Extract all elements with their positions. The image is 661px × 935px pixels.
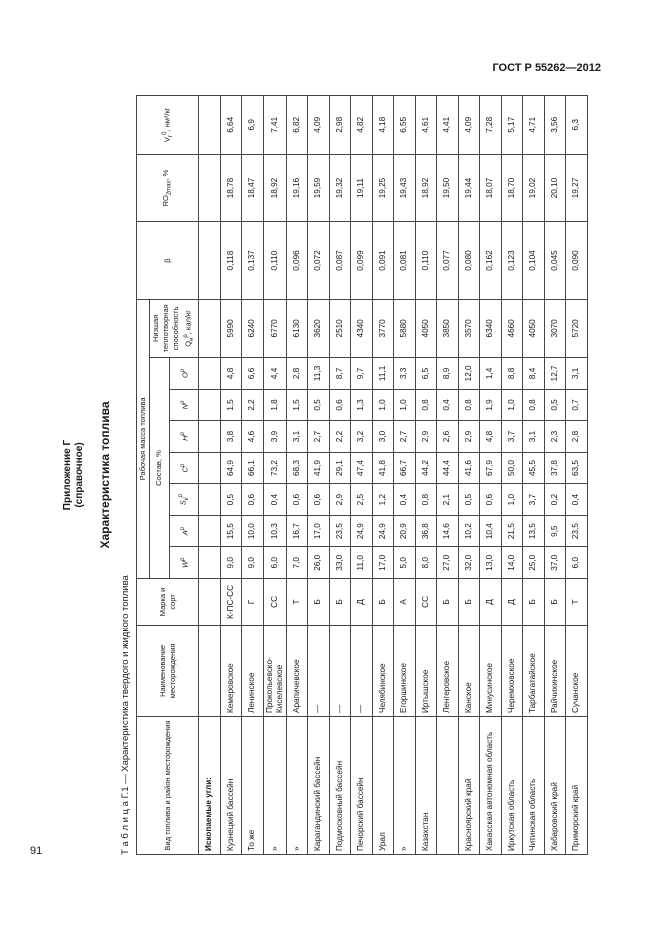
header-a: $A^р$ (169, 515, 198, 547)
cell-q: 6240 (242, 299, 264, 357)
table-row (329, 96, 351, 855)
cell-s: 0,5 (220, 484, 242, 516)
fuel-table (136, 95, 588, 855)
cell-region: Подмосковный бассейн (329, 717, 351, 855)
cell-a: 10,4 (480, 515, 502, 547)
cell-c: 68,3 (286, 452, 308, 484)
cell-ro2: 19,27 (566, 154, 588, 222)
cell-ro2: 18,07 (480, 154, 502, 222)
cell-deposit: Прокопьевско-Киселевское (263, 625, 286, 716)
table-row (394, 96, 416, 855)
header-ro2: $RO_{2max}$, % (137, 154, 199, 222)
cell-q: 6770 (263, 299, 286, 357)
cell-q: 4340 (351, 299, 373, 357)
cell-ro2: 20,10 (544, 154, 566, 222)
cell-region: » (394, 717, 416, 855)
cell-n: 0,7 (566, 389, 588, 421)
cell-w: 6,0 (263, 547, 286, 579)
cell-ro2: 18,47 (242, 154, 264, 222)
cell-s: 0,6 (286, 484, 308, 516)
cell-beta: 0,077 (437, 222, 459, 299)
header-beta: β (137, 222, 199, 299)
cell-q: 5880 (394, 299, 416, 357)
cell-v: 4,71 (523, 96, 545, 155)
header-deposit: Наименование месторождения (137, 625, 199, 716)
cell-h: 3,1 (523, 421, 545, 453)
cell-beta: 0,080 (458, 222, 480, 299)
appendix-subtitle: (справочное) (74, 442, 85, 508)
group-row-label: Ископаемые угли: (199, 717, 221, 855)
table-caption: Т а б л и ц а Г.1 — Характеристика твердого и жидкого топлива (120, 575, 131, 855)
table-row (351, 96, 373, 855)
cell-c: 50,0 (501, 452, 523, 484)
cell-grade: Б (372, 579, 394, 626)
cell-n: 1,9 (480, 389, 502, 421)
cell-c: 44,4 (437, 452, 459, 484)
cell-n: 1,5 (220, 389, 242, 421)
cell-ro2: 19,43 (394, 154, 416, 222)
cell-o: 11,1 (372, 358, 394, 390)
cell-o: 2,8 (286, 358, 308, 390)
cell-n: 1,5 (286, 389, 308, 421)
cell-c: 63,5 (566, 452, 588, 484)
cell-v: 6,9 (242, 96, 264, 155)
cell-w: 25,0 (523, 547, 545, 579)
cell-beta: 0,090 (566, 222, 588, 299)
cell-beta: 0,096 (286, 222, 308, 299)
table-row (544, 96, 566, 855)
page-number: 91 (30, 845, 43, 857)
cell-s: 0,2 (544, 484, 566, 516)
cell-w: 14,0 (501, 547, 523, 579)
cell-n: 1,0 (501, 389, 523, 421)
cell-h: 2,8 (566, 421, 588, 453)
cell-h: 2,3 (544, 421, 566, 453)
cell-s: 2,1 (437, 484, 459, 516)
cell-ro2: 18,70 (501, 154, 523, 222)
cell-beta: 0,091 (372, 222, 394, 299)
cell-s: 0,8 (415, 484, 437, 516)
cell-w: 7,0 (286, 547, 308, 579)
header-fuel-region: Вид топлива и район месторождения (137, 717, 199, 855)
cell-grade: Б (544, 579, 566, 626)
cell-grade: СС (263, 579, 286, 626)
cell-v: 4,09 (458, 96, 480, 155)
cell-n: 0,5 (308, 389, 330, 421)
cell-region: Казахстан (415, 717, 437, 855)
cell-o: 8,9 (437, 358, 459, 390)
table-row (242, 96, 264, 855)
cell-o: 8,8 (501, 358, 523, 390)
cell-v: 6,64 (220, 96, 242, 155)
cell-o: 12,0 (458, 358, 480, 390)
cell-beta: 0,104 (523, 222, 545, 299)
header-n: $N^р$ (169, 389, 198, 421)
cell-a: 23,5 (329, 515, 351, 547)
cell-n: 1,8 (263, 389, 286, 421)
cell-beta: 0,081 (394, 222, 416, 299)
cell-a: 15,5 (220, 515, 242, 547)
cell-v: 3,56 (544, 96, 566, 155)
cell-n: 0,8 (415, 389, 437, 421)
cell-q: 3620 (308, 299, 330, 357)
cell-ro2: 18,92 (415, 154, 437, 222)
cell-w: 32,0 (458, 547, 480, 579)
cell-c: 73,2 (263, 452, 286, 484)
cell-a: 13,5 (523, 515, 545, 547)
cell-o: 6,6 (242, 358, 264, 390)
cell-s: 0,4 (394, 484, 416, 516)
cell-deposit: Черемховское (501, 625, 523, 716)
cell-region: Кузнецкий бассейн (220, 717, 242, 855)
cell-h: 3,0 (372, 421, 394, 453)
table-row (220, 96, 242, 855)
cell-ro2: 19,02 (523, 154, 545, 222)
cell-grade: Г (242, 579, 264, 626)
cell-a: 20,9 (394, 515, 416, 547)
cell-c: 29,1 (329, 452, 351, 484)
cell-h: 3,2 (351, 421, 373, 453)
cell-c: 66,1 (242, 452, 264, 484)
cell-v: 7,28 (480, 96, 502, 155)
table-row (372, 96, 394, 855)
cell-region: Приморский край (566, 717, 588, 855)
cell-s: 1,2 (372, 484, 394, 516)
cell-deposit: Тарбагатайское (523, 625, 545, 716)
cell-region: » (286, 717, 308, 855)
cell-a: 24,9 (372, 515, 394, 547)
table-row (286, 96, 308, 855)
header-w: $W^р$ (169, 547, 198, 579)
cell-n: 2,2 (242, 389, 264, 421)
cell-deposit: Кемеровское (220, 625, 242, 716)
cell-o: 8,4 (523, 358, 545, 390)
cell-o: 4,4 (263, 358, 286, 390)
cell-s: 3,7 (523, 484, 545, 516)
cell-c: 41,9 (308, 452, 330, 484)
cell-v: 2,98 (329, 96, 351, 155)
cell-c: 44,2 (415, 452, 437, 484)
cell-c: 64,9 (220, 452, 242, 484)
cell-o: 8,7 (329, 358, 351, 390)
appendix-heading (62, 95, 86, 855)
cell-w: 13,0 (480, 547, 502, 579)
cell-deposit: Минусинское (480, 625, 502, 716)
cell-s: 0,6 (242, 484, 264, 516)
cell-v: 6,82 (286, 96, 308, 155)
cell-n: 1,3 (351, 389, 373, 421)
cell-q: 3570 (458, 299, 480, 357)
cell-region: Иркутская область (501, 717, 523, 855)
cell-q: 6340 (480, 299, 502, 357)
cell-w: 26,0 (308, 547, 330, 579)
cell-c: 37,8 (544, 452, 566, 484)
cell-ro2: 19,44 (458, 154, 480, 222)
cell-deposit: — (351, 625, 373, 716)
appendix-title: Приложение Г (62, 439, 73, 511)
cell-region (437, 717, 459, 855)
cell-grade: Б (437, 579, 459, 626)
cell-o: 6,5 (415, 358, 437, 390)
cell-ro2: 19,59 (308, 154, 330, 222)
document-code: ГОСТ Р 55262—2012 (492, 62, 601, 74)
cell-v: 6,3 (566, 96, 588, 155)
table-row (458, 96, 480, 855)
cell-ro2: 18,78 (220, 154, 242, 222)
cell-q: 3770 (372, 299, 394, 357)
cell-n: 1,0 (372, 389, 394, 421)
cell-deposit: — (308, 625, 330, 716)
cell-n: 0,8 (523, 389, 545, 421)
cell-deposit: Ленгеровское (437, 625, 459, 716)
cell-o: 3,3 (394, 358, 416, 390)
cell-n: 0,8 (458, 389, 480, 421)
header-o: $O^р$ (169, 358, 198, 390)
cell-o: 11,3 (308, 358, 330, 390)
cell-region: Красноярский край (458, 717, 480, 855)
cell-c: 45,5 (523, 452, 545, 484)
cell-v: 4,82 (351, 96, 373, 155)
cell-c: 47,4 (351, 452, 373, 484)
cell-s: 2,9 (329, 484, 351, 516)
cell-h: 3,7 (501, 421, 523, 453)
cell-o: 3,1 (566, 358, 588, 390)
cell-deposit: Райчихинское (544, 625, 566, 716)
cell-s: 0,6 (308, 484, 330, 516)
cell-ro2: 19,16 (286, 154, 308, 222)
cell-q: 4660 (501, 299, 523, 357)
cell-deposit: Иртышское (415, 625, 437, 716)
cell-grade: К-ПС-СС (220, 579, 242, 626)
cell-a: 36,8 (415, 515, 437, 547)
cell-q: 6130 (286, 299, 308, 357)
cell-deposit: Челябинское (372, 625, 394, 716)
cell-grade: Д (501, 579, 523, 626)
cell-beta: 0,123 (501, 222, 523, 299)
table-row (263, 96, 286, 855)
table-row (415, 96, 437, 855)
cell-beta: 0,162 (480, 222, 502, 299)
header-q: Низшая теплотворная способность $Q_н^р$, кал/кг (150, 299, 199, 357)
cell-grade: Б (523, 579, 545, 626)
cell-region: Карагандинский бассейн (308, 717, 330, 855)
cell-c: 41,8 (372, 452, 394, 484)
cell-n: 0,6 (329, 389, 351, 421)
cell-w: 37,0 (544, 547, 566, 579)
cell-region: Хакасская автономная область (480, 717, 502, 855)
cell-grade: Б (458, 579, 480, 626)
cell-ro2: 19,50 (437, 154, 459, 222)
cell-s: 1,0 (501, 484, 523, 516)
table-row (523, 96, 545, 855)
cell-h: 2,9 (458, 421, 480, 453)
cell-s: 0,4 (566, 484, 588, 516)
cell-a: 24,9 (351, 515, 373, 547)
cell-v: 6,55 (394, 96, 416, 155)
cell-h: 3,8 (220, 421, 242, 453)
cell-a: 10,2 (458, 515, 480, 547)
cell-h: 4,6 (242, 421, 264, 453)
cell-ro2: 18,92 (263, 154, 286, 222)
header-grade: Марка и сорт (137, 579, 199, 626)
cell-w: 6,0 (566, 547, 588, 579)
cell-beta: 0,110 (263, 222, 286, 299)
cell-grade: А (394, 579, 416, 626)
cell-grade: Д (351, 579, 373, 626)
cell-h: 3,9 (263, 421, 286, 453)
cell-v: 5,17 (501, 96, 523, 155)
cell-q: 3070 (544, 299, 566, 357)
cell-w: 33,0 (329, 547, 351, 579)
cell-beta: 0,072 (308, 222, 330, 299)
cell-deposit: Канское (458, 625, 480, 716)
cell-deposit: Сучанское (566, 625, 588, 716)
cell-h: 2,7 (394, 421, 416, 453)
cell-c: 67,9 (480, 452, 502, 484)
cell-beta: 0,110 (415, 222, 437, 299)
cell-h: 4,8 (480, 421, 502, 453)
cell-q: 4050 (415, 299, 437, 357)
header-s: $S_к^р$ (169, 484, 198, 516)
cell-q: 4050 (523, 299, 545, 357)
header-composition: Состав, % (150, 358, 170, 579)
table-row (480, 96, 502, 855)
cell-o: 4,8 (220, 358, 242, 390)
cell-o: 9,7 (351, 358, 373, 390)
cell-c: 66,7 (394, 452, 416, 484)
cell-beta: 0,087 (329, 222, 351, 299)
cell-grade: Б (308, 579, 330, 626)
cell-a: 9,5 (544, 515, 566, 547)
cell-a: 17,0 (308, 515, 330, 547)
cell-h: 3,1 (286, 421, 308, 453)
cell-a: 10,0 (242, 515, 264, 547)
cell-grade: Т (286, 579, 308, 626)
cell-q: 5990 (220, 299, 242, 357)
cell-grade: СС (415, 579, 437, 626)
header-h: $H^р$ (169, 421, 198, 453)
cell-grade: Д (480, 579, 502, 626)
cell-region: Печорский бассейн (351, 717, 373, 855)
cell-region: » (263, 717, 286, 855)
cell-w: 9,0 (242, 547, 264, 579)
cell-a: 23,5 (566, 515, 588, 547)
rotated-content (62, 95, 582, 855)
cell-ro2: 19,11 (351, 154, 373, 222)
cell-beta: 0,099 (351, 222, 373, 299)
cell-region: Хабаровский край (544, 717, 566, 855)
cell-v: 4,41 (437, 96, 459, 155)
cell-a: 10,3 (263, 515, 286, 547)
cell-grade: Т (566, 579, 588, 626)
cell-a: 16,7 (286, 515, 308, 547)
cell-w: 8,0 (415, 547, 437, 579)
table-row (437, 96, 459, 855)
cell-q: 3850 (437, 299, 459, 357)
cell-o: 12,7 (544, 358, 566, 390)
table-row (501, 96, 523, 855)
cell-deposit: — (329, 625, 351, 716)
cell-w: 27,0 (437, 547, 459, 579)
cell-a: 21,5 (501, 515, 523, 547)
cell-beta: 0,137 (242, 222, 264, 299)
cell-s: 2,5 (351, 484, 373, 516)
cell-h: 2,9 (415, 421, 437, 453)
cell-a: 14,6 (437, 515, 459, 547)
cell-s: 0,4 (263, 484, 286, 516)
cell-v: 4,61 (415, 96, 437, 155)
cell-v: 7,41 (263, 96, 286, 155)
cell-s: 0,6 (480, 484, 502, 516)
cell-ro2: 19,25 (372, 154, 394, 222)
cell-grade: Б (329, 579, 351, 626)
cell-deposit: Егоршинское (394, 625, 416, 716)
cell-q: 2510 (329, 299, 351, 357)
cell-beta: 0,045 (544, 222, 566, 299)
cell-region: Урал (372, 717, 394, 855)
cell-v: 4,09 (308, 96, 330, 155)
cell-q: 5720 (566, 299, 588, 357)
cell-w: 11,0 (351, 547, 373, 579)
cell-s: 0,5 (458, 484, 480, 516)
cell-o: 1,4 (480, 358, 502, 390)
table-row (308, 96, 330, 855)
cell-h: 2,2 (329, 421, 351, 453)
cell-deposit: Ленинское (242, 625, 264, 716)
cell-region: То же (242, 717, 264, 855)
cell-w: 5,0 (394, 547, 416, 579)
header-c: $C^р$ (169, 452, 198, 484)
cell-v: 4,18 (372, 96, 394, 155)
cell-w: 9,0 (220, 547, 242, 579)
cell-n: 1,0 (394, 389, 416, 421)
cell-ro2: 19,32 (329, 154, 351, 222)
cell-h: 2,7 (308, 421, 330, 453)
header-working-mass: Рабочая масса топлива (137, 299, 150, 578)
table-row (566, 96, 588, 855)
cell-region: Читинская область (523, 717, 545, 855)
header-v: $V_г^0$, нм³/кг (137, 96, 199, 155)
cell-n: 0,4 (437, 389, 459, 421)
cell-w: 17,0 (372, 547, 394, 579)
cell-beta: 0,118 (220, 222, 242, 299)
cell-h: 2,6 (437, 421, 459, 453)
cell-n: 0,5 (544, 389, 566, 421)
cell-deposit: Арапичевское (286, 625, 308, 716)
cell-c: 41,6 (458, 452, 480, 484)
section-title: Характеристика топлива (98, 401, 112, 549)
